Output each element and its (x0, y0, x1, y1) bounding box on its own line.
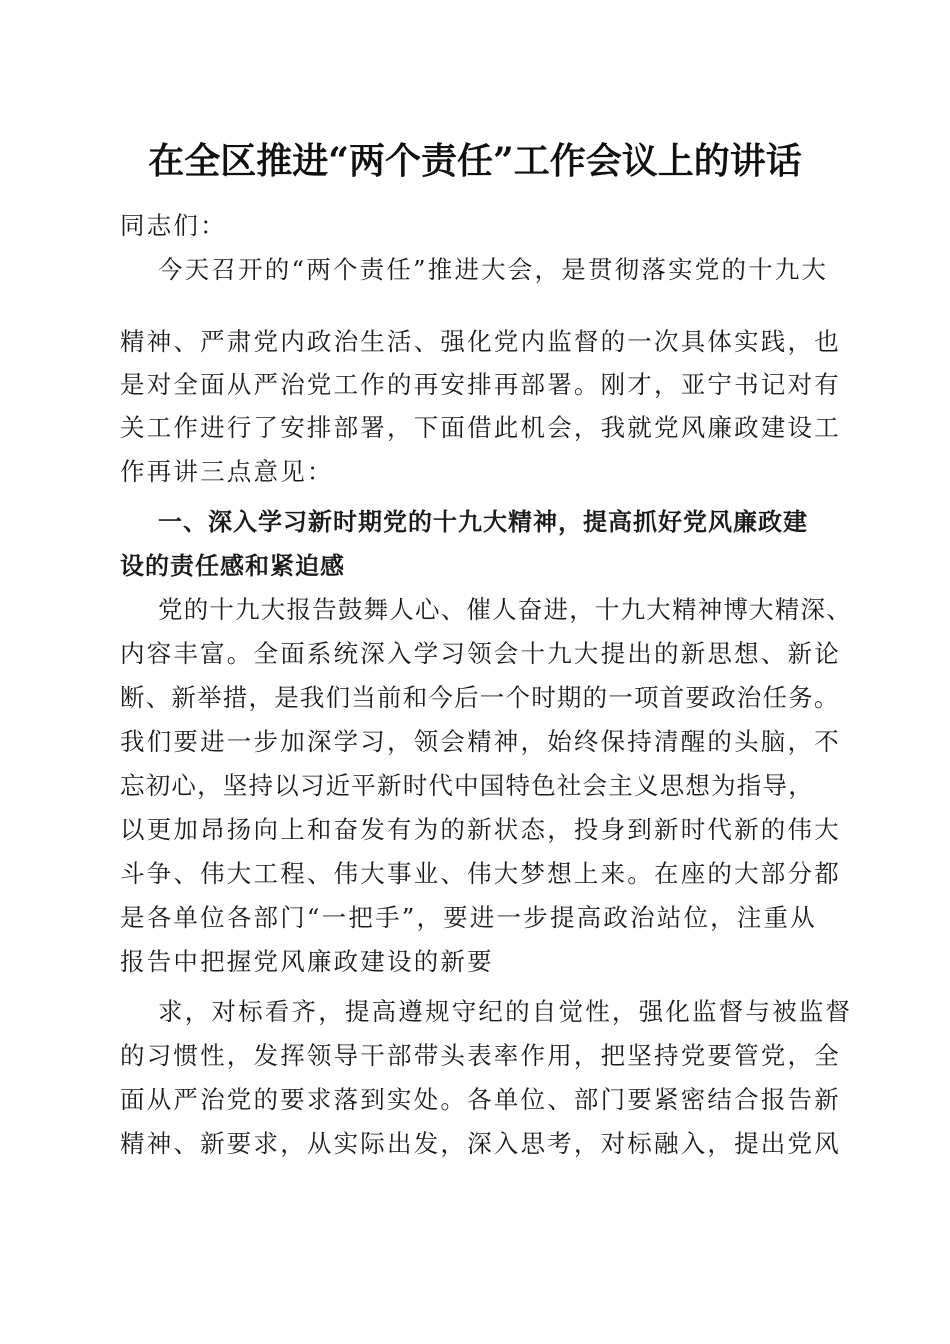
paragraph-line: 斗争、伟大工程、伟大事业、伟大梦想上来。在座的大部分都 (120, 859, 841, 888)
paragraph-line: 是各单位各部门“一把手”，要进一步提高政治站位，注重从 (120, 903, 817, 932)
paragraph-line: 内容丰富。全面系统深入学习领会十九大提出的新思想、新论 (120, 639, 841, 668)
greeting: 同志们： (120, 211, 227, 240)
paragraph-line: 报告中把握党风廉政建设的新要 (120, 947, 494, 976)
paragraph-line: 求，对标看齐，提高遵规守纪的自觉性，强化监督与被监督 (158, 997, 853, 1026)
paragraph-line: 精神、严肃党内政治生活、强化党内监督的一次具体实践，也 (120, 327, 841, 356)
paragraph-line: 党的十九大报告鼓舞人心、催人奋进，十九大精神博大精深、 (158, 595, 852, 624)
section-heading: 一、深入学习新时期党的十九大精神，提高抓好党风廉政建 (158, 508, 808, 536)
paragraph-line: 关工作进行了安排部署，下面借此机会，我就党风廉政建设工 (120, 413, 841, 442)
paragraph-line: 面从严治党的要求落到实处。各单位、部门要紧密结合报告新 (120, 1085, 841, 1114)
paragraph-line: 作再讲三点意见： (120, 457, 334, 486)
paragraph-line: 是对全面从严治党工作的再安排再部署。刚才，亚宁书记对有 (120, 370, 841, 399)
paragraph-line: 精神、新要求，从实际出发，深入思考，对标融入，提出党风 (120, 1129, 841, 1158)
paragraph-line: 以更加昂扬向上和奋发有为的新状态，投身到新时代新的伟大 (120, 815, 841, 844)
section-heading: 设的责任感和紧迫感 (120, 552, 345, 580)
paragraph-line: 忘初心，坚持以习近平新时代中国特色社会主义思想为指导， (120, 771, 814, 800)
paragraph-line: 今天召开的“两个责任”推进大会，是贯彻落实党的十九大 (158, 255, 829, 284)
paragraph-line: 断、新举措，是我们当前和今后一个时期的一项首要政治任务。 (120, 683, 840, 712)
paragraph-line: 我们要进一步加深学习，领会精神，始终保持清醒的头脑，不 (120, 727, 841, 756)
paragraph-line: 的习惯性，发挥领导干部带头表率作用，把坚持党要管党，全 (120, 1041, 841, 1070)
document-title: 在全区推进“两个责任”工作会议上的讲话 (148, 140, 802, 182)
